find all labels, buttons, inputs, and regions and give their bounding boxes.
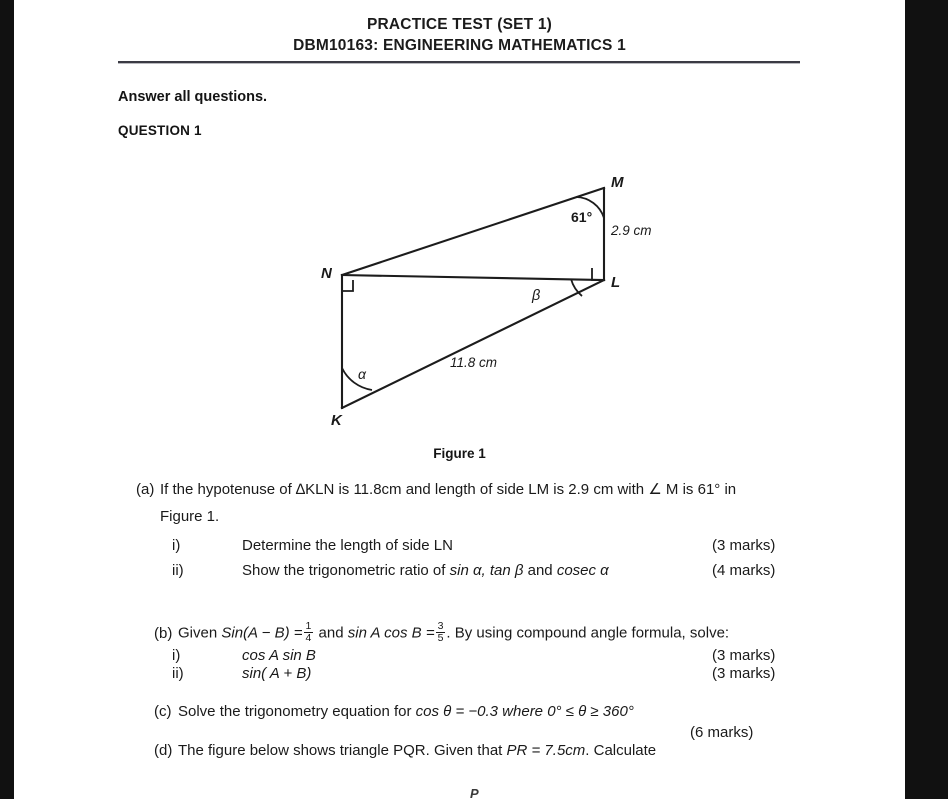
part-d-text-plain: The figure below shows triangle PQR. Given that [178, 742, 507, 759]
part-d-marker: (d) [154, 742, 173, 759]
part-b-expr-1: Sin(A − B) = [221, 624, 303, 642]
segment-nm [342, 188, 604, 275]
part-a-item-i-roman: i) [172, 537, 181, 554]
part-b-fraction-2 [436, 621, 446, 644]
figure-1-diagram [14, 160, 905, 450]
part-b-mid: and [314, 624, 348, 642]
part-a-item-ii-roman: ii) [172, 562, 184, 579]
part-a-item-i-marks: (3 marks) [712, 537, 776, 554]
figure-caption: Figure 1 [433, 446, 486, 461]
part-a-item-i-text: Determine the length of side LN [242, 537, 453, 554]
part-b-fraction-1-denominator: 4 [305, 632, 312, 645]
part-a-item-ii-text-italic: sin α, tan β [449, 562, 524, 579]
part-a-item-ii-text-mid: and [523, 562, 557, 579]
vertex-label-n: N [321, 265, 332, 282]
part-a-item-ii-text [242, 562, 609, 579]
part-a-marker: (a) [136, 481, 155, 498]
part-c-marker: (c) [154, 703, 172, 720]
angle-arc-alpha [342, 368, 372, 390]
angle-label-61: 61° [571, 209, 593, 225]
part-b-fraction-2-numerator: 3 [437, 620, 444, 632]
length-label-kl: 11.8 cm [450, 355, 498, 370]
part-b-item-i-marks: (3 marks) [712, 647, 776, 664]
part-c-text-plain: Solve the trigonometry equation for [178, 703, 416, 720]
document-page [14, 0, 905, 799]
part-a-line-2-wrap [160, 508, 219, 525]
title-line-2: DBM10163: ENGINEERING MATHEMATICS 1 [293, 37, 626, 54]
part-b-item-ii-text: sin( A + B) [242, 665, 312, 682]
part-d [154, 742, 894, 759]
vertex-label-l: L [611, 274, 621, 291]
part-b-tail: . By using compound angle formula, solve: [446, 624, 730, 642]
part-a-item-ii-marks: (4 marks) [712, 562, 776, 579]
segment-kl [342, 280, 604, 408]
angle-label-beta: β [532, 288, 541, 304]
part-c-text-italic: cos θ [415, 703, 452, 720]
part-b-fraction-1 [304, 621, 314, 644]
part-d-text-tail: . Calculate [585, 742, 657, 759]
part-b [154, 621, 894, 644]
part-b-fraction-1-numerator: 1 [305, 620, 312, 632]
title-line-1: PRACTICE TEST (SET 1) [366, 16, 553, 33]
vertex-label-m: M [611, 174, 624, 191]
document-header [14, 14, 905, 56]
part-b-expr-2: sin A cos B = [347, 624, 435, 642]
part-c-marks-wrap [690, 724, 753, 741]
part-b-item-i-roman: i) [172, 647, 181, 664]
part-b-fraction-2-denominator: 5 [437, 632, 444, 645]
part-c-marks: (6 marks) [690, 724, 754, 741]
vertex-label-k: K [331, 412, 342, 429]
question-heading: QUESTION 1 [118, 123, 202, 138]
part-b-item-ii-marks: (3 marks) [712, 665, 776, 682]
part-a-line-2: Figure 1. [160, 508, 220, 525]
part-a-item-ii-text-plain: Show the trigonometric ratio of [242, 562, 450, 579]
part-a-item-ii-text-italic-2: cosec α [556, 562, 609, 579]
length-label-lm: 2.9 cm [611, 223, 652, 238]
angle-label-alpha: α [358, 366, 366, 382]
part-a [136, 480, 856, 498]
part-b-lead: Given [178, 624, 222, 642]
segment-nl [342, 275, 604, 280]
right-angle-marker-n [342, 280, 353, 291]
right-angle-marker-l [592, 268, 604, 280]
part-d-text-italic: PR = 7.5cm [506, 742, 586, 759]
header-divider-rule [118, 61, 800, 64]
part-b-marker: (b) [154, 624, 173, 642]
part-c [154, 703, 894, 720]
vertex-label-p: P [470, 786, 479, 799]
part-b-item-i-text: cos A sin B [242, 647, 316, 664]
part-c-text-eq: = −0.3 where 0° ≤ θ ≥ 360° [451, 703, 634, 720]
instruction-text: Answer all questions. [118, 89, 268, 105]
part-b-item-ii-roman: ii) [172, 665, 184, 682]
part-a-line-1: If the hypotenuse of ∆KLN is 11.8cm and length of side LM is 2.9 cm with ∠ M is 61° in [160, 481, 737, 498]
